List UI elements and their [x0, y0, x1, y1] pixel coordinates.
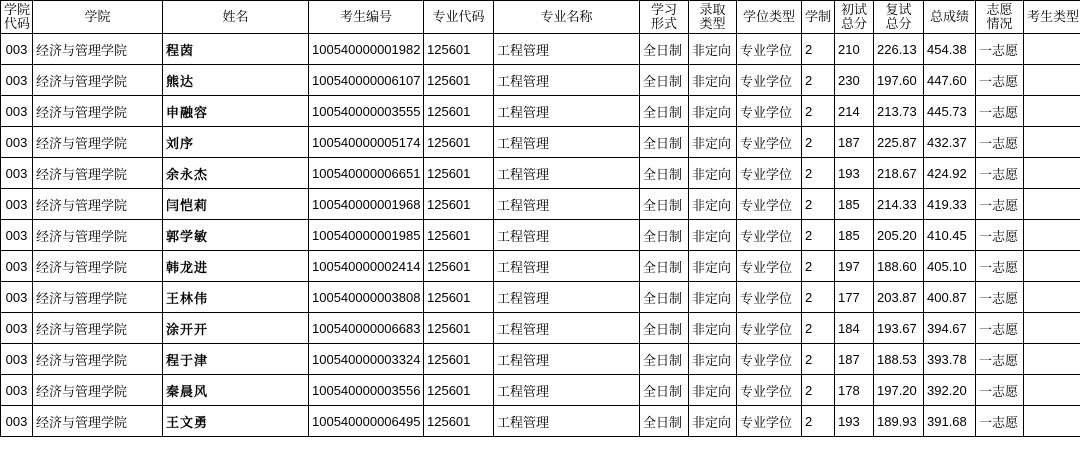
cell-first_score: 185 — [835, 189, 874, 220]
cell-name: 郭学敏 — [163, 220, 309, 251]
cell-years: 2 — [802, 406, 835, 437]
cell-years: 2 — [802, 65, 835, 96]
cell-major_name: 工程管理 — [494, 375, 640, 406]
cell-degree_type: 专业学位 — [737, 65, 802, 96]
cell-major_code: 125601 — [424, 158, 494, 189]
cell-college: 经济与管理学院 — [33, 96, 163, 127]
cell-degree_type: 专业学位 — [737, 282, 802, 313]
cell-college_code: 003 — [1, 375, 33, 406]
table-row[interactable] — [1, 282, 1080, 313]
cell-retest_score: 214.33 — [874, 189, 924, 220]
cell-admission_type: 非定向 — [689, 251, 737, 282]
cell-admission_type: 非定向 — [689, 34, 737, 65]
cell-study_form: 全日制 — [640, 344, 689, 375]
cell-college_code: 003 — [1, 189, 33, 220]
cell-degree_type: 专业学位 — [737, 189, 802, 220]
cell-retest_score: 188.60 — [874, 251, 924, 282]
cell-college: 经济与管理学院 — [33, 406, 163, 437]
table-row[interactable] — [1, 34, 1080, 65]
cell-admission_type: 非定向 — [689, 65, 737, 96]
cell-degree_type: 专业学位 — [737, 313, 802, 344]
cell-study_form: 全日制 — [640, 220, 689, 251]
cell-retest_score: 205.20 — [874, 220, 924, 251]
column-header-label: 考生编号 — [339, 9, 392, 24]
cell-first_score: 210 — [835, 34, 874, 65]
cell-exam_no: 100540000001985 — [309, 220, 424, 251]
column-header-label: 总分 — [840, 16, 867, 31]
cell-degree_type: 专业学位 — [737, 251, 802, 282]
cell-admission_type: 非定向 — [689, 344, 737, 375]
cell-major_name: 工程管理 — [494, 344, 640, 375]
cell-major_code: 125601 — [424, 251, 494, 282]
cell-name: 韩龙进 — [163, 251, 309, 282]
cell-exam_no: 100540000001982 — [309, 34, 424, 65]
column-header-label: 学位类型 — [742, 9, 795, 24]
cell-total_score: 392.20 — [924, 375, 976, 406]
column-header-label: 形式 — [650, 16, 677, 31]
cell-major_name: 工程管理 — [494, 189, 640, 220]
cell-college_code: 003 — [1, 313, 33, 344]
cell-total_score: 424.92 — [924, 158, 976, 189]
column-header-study_form — [640, 1, 689, 34]
cell-college_code: 003 — [1, 158, 33, 189]
cell-volunteer: 一志愿 — [976, 251, 1024, 282]
cell-admission_type: 非定向 — [689, 158, 737, 189]
cell-study_form: 全日制 — [640, 375, 689, 406]
cell-first_score: 193 — [835, 406, 874, 437]
cell-admission_type: 非定向 — [689, 406, 737, 437]
column-header-exam_no — [309, 1, 424, 34]
column-header-label: 总分 — [885, 16, 912, 31]
cell-candidate_type — [1024, 406, 1080, 437]
cell-college: 经济与管理学院 — [33, 282, 163, 313]
cell-volunteer: 一志愿 — [976, 282, 1024, 313]
cell-exam_no: 100540000001968 — [309, 189, 424, 220]
table-row[interactable] — [1, 96, 1080, 127]
cell-first_score: 230 — [835, 65, 874, 96]
cell-name: 申融容 — [163, 96, 309, 127]
cell-major_name: 工程管理 — [494, 313, 640, 344]
cell-major_name: 工程管理 — [494, 158, 640, 189]
cell-exam_no: 100540000006683 — [309, 313, 424, 344]
column-header-candidate_type — [1024, 1, 1080, 34]
cell-major_name: 工程管理 — [494, 406, 640, 437]
cell-candidate_type — [1024, 96, 1080, 127]
cell-admission_type: 非定向 — [689, 127, 737, 158]
cell-study_form: 全日制 — [640, 158, 689, 189]
cell-exam_no: 100540000006495 — [309, 406, 424, 437]
cell-study_form: 全日制 — [640, 251, 689, 282]
cell-degree_type: 专业学位 — [737, 406, 802, 437]
cell-first_score: 197 — [835, 251, 874, 282]
cell-volunteer: 一志愿 — [976, 313, 1024, 344]
table-row[interactable] — [1, 158, 1080, 189]
cell-years: 2 — [802, 158, 835, 189]
cell-volunteer: 一志愿 — [976, 189, 1024, 220]
cell-major_code: 125601 — [424, 313, 494, 344]
column-header-label: 专业代码 — [432, 9, 485, 24]
cell-degree_type: 专业学位 — [737, 344, 802, 375]
cell-college_code: 003 — [1, 34, 33, 65]
cell-first_score: 187 — [835, 344, 874, 375]
column-header-major_name — [494, 1, 640, 34]
cell-volunteer: 一志愿 — [976, 344, 1024, 375]
cell-first_score: 178 — [835, 375, 874, 406]
cell-volunteer: 一志愿 — [976, 406, 1024, 437]
cell-major_name: 工程管理 — [494, 282, 640, 313]
cell-admission_type: 非定向 — [689, 220, 737, 251]
cell-candidate_type — [1024, 189, 1080, 220]
cell-years: 2 — [802, 127, 835, 158]
cell-exam_no: 100540000002414 — [309, 251, 424, 282]
cell-candidate_type — [1024, 313, 1080, 344]
column-header-name — [163, 1, 309, 34]
cell-volunteer: 一志愿 — [976, 65, 1024, 96]
column-header-label: 学习 — [650, 2, 677, 17]
column-header-degree_type — [737, 1, 802, 34]
cell-name: 程茵 — [163, 34, 309, 65]
column-header-label: 志愿 — [986, 2, 1013, 17]
cell-degree_type: 专业学位 — [737, 375, 802, 406]
cell-study_form: 全日制 — [640, 313, 689, 344]
cell-admission_type: 非定向 — [689, 375, 737, 406]
cell-admission_type: 非定向 — [689, 96, 737, 127]
column-header-label: 总成绩 — [929, 9, 969, 24]
cell-major_name: 工程管理 — [494, 65, 640, 96]
cell-major_name: 工程管理 — [494, 220, 640, 251]
cell-total_score: 393.78 — [924, 344, 976, 375]
cell-exam_no: 100540000006651 — [309, 158, 424, 189]
cell-candidate_type — [1024, 344, 1080, 375]
cell-study_form: 全日制 — [640, 406, 689, 437]
cell-major_name: 工程管理 — [494, 251, 640, 282]
column-header-college — [33, 1, 163, 34]
cell-major_code: 125601 — [424, 189, 494, 220]
cell-college_code: 003 — [1, 127, 33, 158]
cell-candidate_type — [1024, 220, 1080, 251]
cell-exam_no: 100540000005174 — [309, 127, 424, 158]
column-header-label: 学院 — [84, 9, 111, 24]
cell-college_code: 003 — [1, 406, 33, 437]
cell-years: 2 — [802, 251, 835, 282]
column-header-label: 复试 — [885, 2, 912, 17]
cell-volunteer: 一志愿 — [976, 375, 1024, 406]
cell-retest_score: 188.53 — [874, 344, 924, 375]
table-header-row — [1, 1, 1080, 34]
cell-college_code: 003 — [1, 282, 33, 313]
cell-total_score: 445.73 — [924, 96, 976, 127]
cell-major_name: 工程管理 — [494, 96, 640, 127]
cell-first_score: 214 — [835, 96, 874, 127]
column-header-label: 姓名 — [222, 9, 249, 24]
cell-major_name: 工程管理 — [494, 34, 640, 65]
column-header-total_score — [924, 1, 976, 34]
cell-years: 2 — [802, 34, 835, 65]
cell-volunteer: 一志愿 — [976, 34, 1024, 65]
cell-name: 秦晨风 — [163, 375, 309, 406]
cell-name: 王林伟 — [163, 282, 309, 313]
table-row[interactable] — [1, 220, 1080, 251]
cell-major_code: 125601 — [424, 282, 494, 313]
cell-years: 2 — [802, 375, 835, 406]
cell-name: 余永杰 — [163, 158, 309, 189]
cell-study_form: 全日制 — [640, 65, 689, 96]
cell-volunteer: 一志愿 — [976, 127, 1024, 158]
cell-total_score: 447.60 — [924, 65, 976, 96]
cell-candidate_type — [1024, 158, 1080, 189]
table-row[interactable] — [1, 375, 1080, 406]
cell-candidate_type — [1024, 34, 1080, 65]
table-row[interactable] — [1, 406, 1080, 437]
cell-college_code: 003 — [1, 220, 33, 251]
cell-college: 经济与管理学院 — [33, 189, 163, 220]
cell-retest_score: 225.87 — [874, 127, 924, 158]
cell-college: 经济与管理学院 — [33, 313, 163, 344]
column-header-label: 学制 — [805, 9, 832, 24]
cell-first_score: 177 — [835, 282, 874, 313]
cell-total_score: 394.67 — [924, 313, 976, 344]
cell-candidate_type — [1024, 127, 1080, 158]
cell-candidate_type — [1024, 375, 1080, 406]
cell-total_score: 410.45 — [924, 220, 976, 251]
cell-first_score: 184 — [835, 313, 874, 344]
cell-exam_no: 100540000006107 — [309, 65, 424, 96]
cell-total_score: 454.38 — [924, 34, 976, 65]
cell-total_score: 419.33 — [924, 189, 976, 220]
cell-degree_type: 专业学位 — [737, 96, 802, 127]
cell-first_score: 187 — [835, 127, 874, 158]
cell-degree_type: 专业学位 — [737, 34, 802, 65]
cell-college_code: 003 — [1, 344, 33, 375]
cell-study_form: 全日制 — [640, 34, 689, 65]
cell-candidate_type — [1024, 282, 1080, 313]
cell-exam_no: 100540000003324 — [309, 344, 424, 375]
cell-total_score: 391.68 — [924, 406, 976, 437]
table-row[interactable] — [1, 65, 1080, 96]
cell-total_score: 432.37 — [924, 127, 976, 158]
cell-volunteer: 一志愿 — [976, 96, 1024, 127]
cell-retest_score: 193.67 — [874, 313, 924, 344]
cell-college: 经济与管理学院 — [33, 220, 163, 251]
column-header-admission_type — [689, 1, 737, 34]
cell-years: 2 — [802, 282, 835, 313]
cell-retest_score: 213.73 — [874, 96, 924, 127]
cell-college: 经济与管理学院 — [33, 65, 163, 96]
cell-college: 经济与管理学院 — [33, 375, 163, 406]
cell-major_code: 125601 — [424, 127, 494, 158]
cell-exam_no: 100540000003556 — [309, 375, 424, 406]
cell-major_code: 125601 — [424, 34, 494, 65]
cell-candidate_type — [1024, 65, 1080, 96]
cell-retest_score: 189.93 — [874, 406, 924, 437]
cell-exam_no: 100540000003555 — [309, 96, 424, 127]
column-header-label: 专业名称 — [540, 9, 593, 24]
table-row[interactable] — [1, 251, 1080, 282]
cell-years: 2 — [802, 313, 835, 344]
cell-degree_type: 专业学位 — [737, 220, 802, 251]
column-header-label: 学院 — [4, 2, 31, 17]
cell-college: 经济与管理学院 — [33, 251, 163, 282]
cell-college_code: 003 — [1, 65, 33, 96]
cell-college: 经济与管理学院 — [33, 127, 163, 158]
cell-major_code: 125601 — [424, 220, 494, 251]
column-header-label: 考生类型 — [1027, 9, 1080, 24]
cell-name: 王文勇 — [163, 406, 309, 437]
column-header-first_score — [835, 1, 874, 34]
cell-degree_type: 专业学位 — [737, 158, 802, 189]
cell-study_form: 全日制 — [640, 127, 689, 158]
cell-name: 闫恺莉 — [163, 189, 309, 220]
cell-retest_score: 197.20 — [874, 375, 924, 406]
cell-volunteer: 一志愿 — [976, 158, 1024, 189]
cell-exam_no: 100540000003808 — [309, 282, 424, 313]
cell-name: 刘序 — [163, 127, 309, 158]
cell-years: 2 — [802, 344, 835, 375]
cell-major_code: 125601 — [424, 375, 494, 406]
cell-name: 熊达 — [163, 65, 309, 96]
cell-major_code: 125601 — [424, 65, 494, 96]
cell-first_score: 185 — [835, 220, 874, 251]
table-row[interactable] — [1, 127, 1080, 158]
cell-major_code: 125601 — [424, 96, 494, 127]
cell-major_code: 125601 — [424, 406, 494, 437]
cell-name: 涂开开 — [163, 313, 309, 344]
cell-name: 程于津 — [163, 344, 309, 375]
cell-college: 经济与管理学院 — [33, 158, 163, 189]
column-header-label: 初试 — [840, 2, 867, 17]
cell-retest_score: 226.13 — [874, 34, 924, 65]
cell-years: 2 — [802, 189, 835, 220]
cell-total_score: 400.87 — [924, 282, 976, 313]
cell-study_form: 全日制 — [640, 96, 689, 127]
cell-total_score: 405.10 — [924, 251, 976, 282]
cell-college_code: 003 — [1, 251, 33, 282]
cell-retest_score: 197.60 — [874, 65, 924, 96]
column-header-label: 情况 — [986, 16, 1013, 31]
table-row[interactable] — [1, 344, 1080, 375]
cell-admission_type: 非定向 — [689, 282, 737, 313]
cell-major_code: 125601 — [424, 344, 494, 375]
cell-study_form: 全日制 — [640, 189, 689, 220]
cell-retest_score: 203.87 — [874, 282, 924, 313]
cell-admission_type: 非定向 — [689, 313, 737, 344]
column-header-label: 代码 — [4, 16, 31, 31]
cell-degree_type: 专业学位 — [737, 127, 802, 158]
column-header-volunteer — [976, 1, 1024, 34]
cell-first_score: 193 — [835, 158, 874, 189]
column-header-major_code — [424, 1, 494, 34]
cell-candidate_type — [1024, 251, 1080, 282]
table-row[interactable] — [1, 189, 1080, 220]
column-header-label: 录取 — [699, 2, 726, 17]
table-row[interactable] — [1, 313, 1080, 344]
column-header-college_code — [1, 1, 33, 34]
cell-college: 经济与管理学院 — [33, 34, 163, 65]
cell-years: 2 — [802, 96, 835, 127]
cell-admission_type: 非定向 — [689, 189, 737, 220]
cell-retest_score: 218.67 — [874, 158, 924, 189]
cell-college_code: 003 — [1, 96, 33, 127]
cell-study_form: 全日制 — [640, 282, 689, 313]
cell-volunteer: 一志愿 — [976, 220, 1024, 251]
column-header-retest_score — [874, 1, 924, 34]
cell-major_name: 工程管理 — [494, 127, 640, 158]
cell-years: 2 — [802, 220, 835, 251]
column-header-label: 类型 — [699, 16, 726, 31]
cell-college: 经济与管理学院 — [33, 344, 163, 375]
column-header-years — [802, 1, 835, 34]
